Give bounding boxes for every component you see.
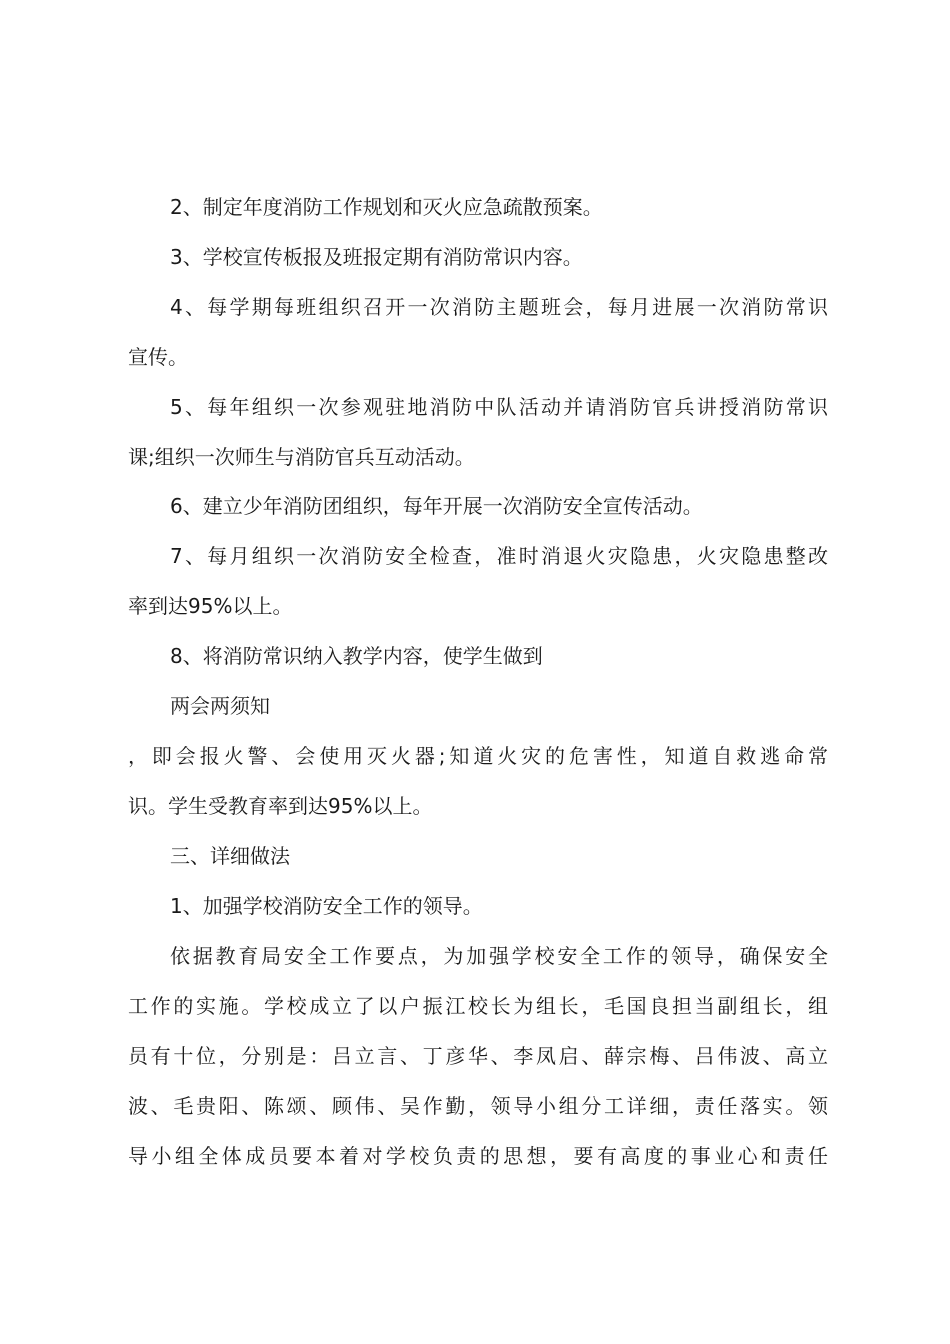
text-line: 导小组全体成员要本着对学校负责的思想，要有高度的事业心和责任: [128, 1144, 828, 1168]
text-line: 4、每学期每班组织召开一次消防主题班会，每月进展一次消防常识: [170, 295, 828, 319]
text-line: 5、每年组织一次参观驻地消防中队活动并请消防官兵讲授消防常识: [170, 395, 828, 419]
text-line: 宣传。: [128, 345, 188, 369]
text-line: 率到达95%以上。: [128, 594, 293, 618]
text-line: 识。学生受教育率到达95%以上。: [128, 794, 433, 818]
text-line: 课;组织一次师生与消防官兵互动活动。: [128, 445, 475, 469]
text-line: 1、加强学校消防安全工作的领导。: [170, 894, 483, 918]
section-heading: 三、详细做法: [170, 844, 290, 868]
text-line: 6、建立少年消防团组织，每年开展一次消防安全宣传活动。: [170, 494, 703, 518]
text-line: 2、制定年度消防工作规划和灭火应急疏散预案。: [170, 195, 603, 219]
text-line: 7、每月组织一次消防安全检查，准时消退火灾隐患，火灾隐患整改: [170, 544, 828, 568]
text-line: 员有十位，分别是：吕立言、丁彦华、李凤启、薛宗梅、吕伟波、高立: [128, 1044, 828, 1068]
text-line: 波、毛贵阳、陈颂、顾伟、吴作勤，领导小组分工详细，责任落实。领: [128, 1094, 828, 1118]
text-line: 工作的实施。学校成立了以户振江校长为组长，毛国良担当副组长，组: [128, 994, 828, 1018]
text-line: ，即会报火警、会使用灭火器;知道火灾的危害性，知道自救逃命常: [128, 744, 828, 768]
text-line: 3、学校宣传板报及班报定期有消防常识内容。: [170, 245, 583, 269]
text-line: 8、将消防常识纳入教学内容，使学生做到: [170, 644, 543, 668]
text-line: 两会两须知: [170, 694, 270, 718]
text-line: 依据教育局安全工作要点，为加强学校安全工作的领导，确保安全: [170, 944, 828, 968]
